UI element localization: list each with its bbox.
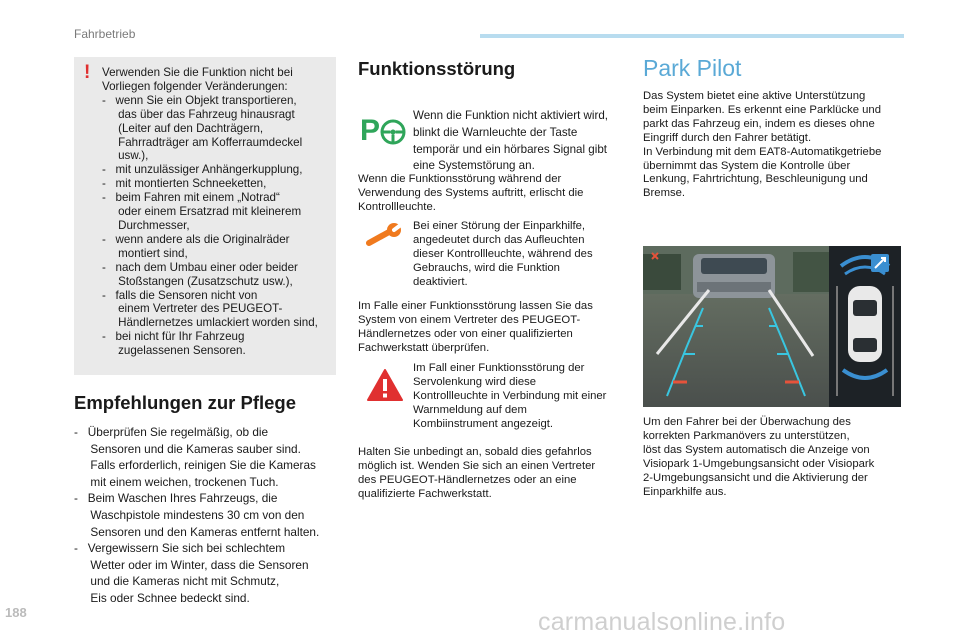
funktionsstoerung-p2: Wenn die Funktionsstörung während der Verwendung des Systems auftritt, erlischt die Kontrollleuchte.: [358, 173, 584, 213]
pflege-list: [74, 424, 344, 607]
pflege-line: - Beim Waschen Ihres Fahrzeugs, die: [74, 491, 278, 506]
warning-triangle-icon: [366, 368, 404, 402]
warning-line: - mit montierten Schneeketten,: [102, 177, 267, 191]
warning-line: das über das Fahrzeug hinausragt: [102, 107, 295, 121]
exclamation-icon: !: [84, 62, 91, 83]
park-pilot-outro-line: löst das System automatisch die Anzeige von: [643, 443, 870, 456]
funktionsstoerung-p3: Bei einer Störung der Einparkhilfe, angedeutet durch das Aufleuchten dieser Kontrollleuchte, während des Gebrauchs, wird die Funktion deaktiviert.: [413, 220, 593, 288]
warning-line: Durchmesser,: [102, 218, 190, 232]
park-pilot-outro: [643, 416, 905, 499]
funktionsstoerung-p5: Im Fall einer Funktionsstörung der Servolenkung wird diese Kontrollleuchte in Verbindung mit einer Warnmeldung auf dem Kombiinstrument angezeigt.: [413, 362, 607, 430]
warning-line: - nach dem Umbau einer oder beider: [102, 260, 298, 274]
warning-line: - wenn andere als die Originalräder: [102, 232, 290, 246]
warning-line: - falls die Sensoren nicht von: [102, 288, 258, 302]
page-number: 188: [5, 605, 27, 620]
park-pilot-intro: [643, 90, 905, 201]
warning-line: - beim Fahren mit einem „Notrad“: [102, 191, 280, 205]
park-pilot-outro-line: 2-Umgebungsansicht und die Aktivierung der: [643, 471, 868, 484]
pflege-title: Empfehlungen zur Pflege: [74, 392, 297, 413]
pflege-line: Falls erforderlich, reinigen Sie die Kameras: [74, 458, 316, 473]
camera-view-illustration: [643, 246, 901, 407]
funktionsstoerung-p4: Im Falle einer Funktionsstörung lassen Sie das System von einem Vertreter des PEUGEOT-Händlernetzes oder von einer qualifizierten Fachwerkstatt überprüfen.: [358, 300, 593, 354]
warning-line: Stoßstangen (Zusatzschutz usw.),: [102, 274, 293, 288]
warning-text: [102, 66, 334, 358]
visiopark-screen: [643, 246, 901, 407]
park-pilot-outro-line: Um den Fahrer bei der Überwachung des: [643, 416, 851, 428]
funktionsstoerung-p1: Wenn die Funktion nicht aktiviert wird, blinkt die Warnleuchte der Taste temporär und ein hörbares Signal gibt eine Systemstörung an.: [413, 109, 609, 173]
funktionsstoerung-p6: Halten Sie unbedingt an, sobald dies gefahrlos möglich ist. Wenden Sie sich an einen Vertreter des PEUGEOT-Händlernetzes oder an eine qualifizierte Fachwerkstatt.: [358, 446, 596, 500]
pflege-line: Eis oder Schnee bedeckt sind.: [74, 590, 250, 605]
pflege-line: Sensoren und den Kameras entfernt halten.: [74, 524, 320, 539]
pflege-line: Wetter oder im Winter, dass die Sensoren: [74, 557, 309, 572]
section-label: Fahrbetrieb: [74, 27, 136, 41]
park-pilot-intro-line: Eingriff durch den Fahrer betätigt.: [643, 131, 812, 144]
park-pilot-outro-line: Einparkhilfe aus.: [643, 485, 727, 498]
park-pilot-intro-line: Das System bietet eine aktive Unterstützung: [643, 90, 866, 102]
park-pilot-outro-line: korrekten Parkmanövers zu unterstützen,: [643, 429, 850, 442]
warning-line: montiert sind,: [102, 246, 188, 260]
pflege-line: Waschpistole mindestens 30 cm von den: [74, 507, 305, 522]
warning-line: - wenn Sie ein Objekt transportieren,: [102, 93, 297, 107]
watermark: carmanualsonline.info: [538, 608, 786, 636]
park-assist-warning-icon: [360, 112, 406, 148]
svg-text:P: P: [360, 114, 381, 147]
warning-line: usw.),: [102, 149, 149, 163]
pflege-line: Sensoren und die Kameras sauber sind.: [74, 441, 301, 456]
warning-line: - mit unzulässiger Anhängerkupplung,: [102, 163, 303, 177]
warning-line: einem Vertreter des PEUGEOT-: [102, 302, 283, 316]
park-pilot-intro-line: In Verbindung mit dem EAT8-Automatikgetriebe: [643, 145, 882, 158]
park-pilot-intro-line: übernimmt das System die Kontrolle über: [643, 159, 851, 172]
park-pilot-intro-line: Bremse.: [643, 187, 686, 200]
warning-line: Händlernetzes umlackiert worden sind,: [102, 316, 318, 330]
pflege-line: - Vergewissern Sie sich bei schlechtem: [74, 541, 286, 556]
park-pilot-outro-line: Visiopark 1-Umgebungsansicht oder Visiopark: [643, 457, 875, 470]
park-pilot-intro-line: beim Einparken. Es erkennt eine Parklücke und: [643, 103, 881, 116]
pflege-line: - Überprüfen Sie regelmäßig, ob die: [74, 425, 269, 439]
park-pilot-title: Park Pilot: [643, 55, 742, 81]
pflege-line: mit einem weichen, trockenen Tuch.: [74, 474, 279, 489]
header-rule: [480, 34, 904, 38]
warning-line: zugelassenen Sensoren.: [102, 344, 246, 358]
park-pilot-intro-line: Lenkung, Fahrtrichtung, Beschleunigung und: [643, 173, 868, 186]
park-pilot-intro-line: parkt das Fahrzeug ein, indem es dieses ohne: [643, 117, 875, 130]
warning-line: - bei nicht für Ihr Fahrzeug: [102, 330, 245, 344]
pflege-line: und die Kameras nicht mit Schmutz,: [74, 574, 280, 589]
warning-line: Fahrradträger am Kofferraumdeckel: [102, 135, 303, 149]
warning-line: oder einem Ersatzrad mit kleinerem: [102, 205, 302, 219]
warning-line: Verwenden Sie die Funktion nicht bei: [102, 66, 293, 79]
funktionsstoerung-title: Funktionsstörung: [358, 58, 516, 79]
wrench-icon: [366, 222, 404, 248]
warning-line: (Leiter auf den Dachträgern,: [102, 121, 264, 135]
warning-line: Vorliegen folgender Veränderungen:: [102, 79, 288, 93]
